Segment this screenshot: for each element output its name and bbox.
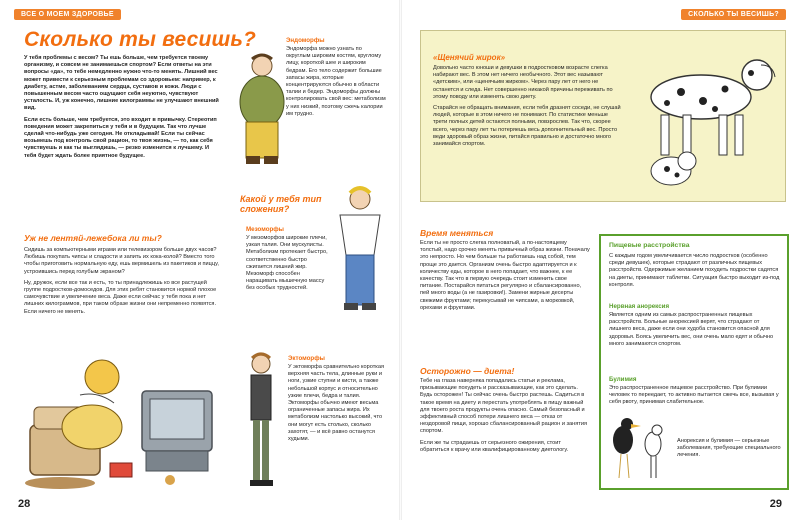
intro-second: Если есть больше, чем требуется, это входит в привычку. Стереотип поведения может закрепиться у тебя и в будущем. Так что лучше сделай что-нибудь уже сегодня. Не откладывай! Если ты сейчас возьмешь под контроль свой рацион, то твоя жизнь, — то, как себя чувствуешь и как ты выглядишь, — резко изменится к лучшему. И тебя будет ждать более приятное будущее. (24, 116, 217, 159)
page-number-left: 28 (18, 498, 31, 510)
anorexia-heading: Нервная анорексия (609, 303, 670, 310)
endomorph-illustration (232, 52, 292, 180)
lazy-text (24, 247, 224, 320)
endo-heading: Эндоморфы (286, 37, 325, 44)
bulimia-text-2: Анорексия и булимия — серьезные заболевания, требующие специального лечения. (677, 438, 781, 459)
puppy-text (433, 65, 623, 152)
couch-potato-illustration (20, 355, 230, 495)
bulimia-heading: Булимия (609, 376, 637, 383)
mesomorph-illustration (330, 185, 390, 325)
puppy-text-2: Старайся не обращать внимания, если тебя дразнят соседи, не слушай людей, которые в этом ничего не понимают. По статистике меньше трети полных детей остаются полными, повзрослев. Так что, скорее всего, через пару лет ты потеряешь весь дополнительный вес. Просто веди здоровый образ жизни, питайся правильно и достаточно много занимайся спортом. (433, 105, 621, 148)
running-header-right: СКОЛЬКО ТЫ ВЕСИШЬ? (681, 9, 786, 20)
endo-text: Эндоморфа можно узнать по округлым широким костям, круглому лицу, короткой шее и широким бедрам. Его тело содержит большие запасы жира, которые концентрируются обычно в области талии и бедер. Эндоморфы должны контролировать свой вес: метаболизм у них низкий, поэтому сжечь калории им трудно. (286, 46, 386, 117)
page-number-right: 29 (769, 498, 782, 510)
lazy-text-2: Ну, дружок, если все так и есть, то ты принадлежишь ко все растущей группе подростков-домоседов. Для этих ребят становится нормой плохое самочувствие и увеличение веса. Даже если сейчас у тебя пока и нет лишних килограммов, при таком образе жизни они непременно появятся. Если ничего не менять. (24, 279, 217, 315)
meso-heading: Мезоморфы (246, 226, 284, 233)
anorexia-text: Является одним из самых распространенных пищевых расстройств. Больные анорексией верят, что страдают от лишнего веса, даже если они худоба становится опасной для здоровья. Боясь увеличить вес, они очень мало едят и обычно много занимаются спортом. (609, 312, 774, 347)
diet-text-1: Тебе на глаза наверняка попадались статьи и реклама, призывающие похудеть и рассказывающие, как это сделать. Будь осторожен! Ты сейчас очень быстро растешь. Садиться в такое время на диету и перестать употреблять в пищу важный для твоего роста продукты очень опасно. Самый безопасный и эффективный способ потери лишнего веса — отказ от нездоровой пищи, хорошо сбалансированный рацион и занятия спортом. (420, 378, 588, 435)
page-title: Сколько ты весишь? (24, 28, 257, 51)
body-type-heading: Какой у тебя тип сложения? (240, 194, 322, 214)
gutter (399, 0, 402, 520)
meso-text: У мезоморфов широкие плечи, узкая талия. Они мускулисты. Метаболизм протекает быстро, соответственно быстро сжигается лишний жир. Мезоморф способен наращивать мышечную массу без особых трудностей. (246, 235, 328, 292)
eating-disorders-box (599, 234, 789, 490)
dalmatian-illustration (631, 37, 781, 197)
diet-text (420, 378, 590, 458)
time-text: Если ты не просто слегка полноватый, а по-настоящему толстый, надо срочно менять привычный образ жизни. Поначалу это непросто. Но чем больше ты работаешь над собой, тем проще это дается. Организм очень быстро адаптируется и к количеству еды, которое в него попадает, что важнее, к ее качеству. Так что в первую очередь стоит изменить свое питание. Постарайся питаться регулярно и сбалансированно, пей много воды (а не газировки!). Замени жирные десерты свежими фруктами; перекусывай не чипсами, а морковкой, орехами и фруктами. (420, 240, 590, 311)
lazy-text-1: Сидишь за компьютерными играми или телевизором больше двух часов? Любишь покупать чипсы и сладости и запить их кока-колой? Вместо того чтобы приготовить нормальную еду, ешь вермишель из пакетиков и пиццу, устроившись перед голубым экраном? (24, 247, 219, 275)
intro-text (24, 55, 222, 164)
ecto-text: У эктоморфа сравнительно короткая верхняя часть тела, длинные руки и ноги, узкие ступни и кисти, а также небольшой корпус и относительно узкие плечи, бедра и талия. Эктоморфы обычно имеют весьма ограниченные запасы жира. Их метаболизм настолько высокий, что они могут есть столько, сколько захотят, — и всё равно останутся худыми. (288, 364, 384, 443)
diet-text-2: Если же ты страдаешь от серьезного ожирения, стоит обратиться к врачу или квалифицированному диетологу. (420, 439, 569, 453)
eating-text: С каждым годом увеличивается число подростков (особенно среди девушек), которые страдают от различных пищевых расстройств. Одержимые желанием похудеть подростки садятся на диеты, принимают таблетки. Ситуация быстро выходит из-под контроля. (609, 253, 780, 288)
bulimia-text-1: Это распространенное пищевое расстройство. При булимии человек то переедает, то активно пытается сжечь все, вызывая у себя рвоту, принимая слабительное. (609, 385, 779, 406)
puppy-heading: «Щенячий жирок» (433, 53, 506, 62)
intro-bold: У тебя проблемы с весом? Ты ешь больше, чем требуется твоему организму, и совсем не занимаешься спортом? Если ответы на эти вопросы «да», то тебе немедленно нужно что-то менять. Лишний вес может привести к серьезным проблемам со здоровьем: например, к диабету, астме, заболеваниям сердца, суставов и кожи. Люди с повышенным весом часто ощущают себя неуютно, чувствуют усталость. И, уж конечно, лишние килограммы не улучшают внешний вид. (24, 55, 219, 112)
ectomorph-illustration (236, 350, 286, 500)
lazy-heading: Уж не лентяй-лежебока ли ты? (24, 233, 162, 243)
ecto-heading: Эктоморфы (288, 355, 325, 362)
running-header-left: ВСЕ О МОЕМ ЗДОРОВЬЕ (14, 9, 121, 20)
birds-illustration (605, 404, 673, 486)
puppy-fat-box (420, 30, 786, 202)
eating-heading: Пищевые расстройства (609, 242, 690, 249)
diet-heading: Осторожно — диета! (420, 366, 515, 376)
time-heading: Время меняться (420, 228, 494, 238)
puppy-text-1: Довольно часто юноши и девушки в подростковом возрасте слегка набирают вес. В этом нет ничего необычного. Этот вес называют «детским», или «щенячьим жирком». Через пару лет от него не останется и следа. Нет совершенно никакой причины переживать по этому поводу или изменять свою диету. (433, 65, 613, 100)
